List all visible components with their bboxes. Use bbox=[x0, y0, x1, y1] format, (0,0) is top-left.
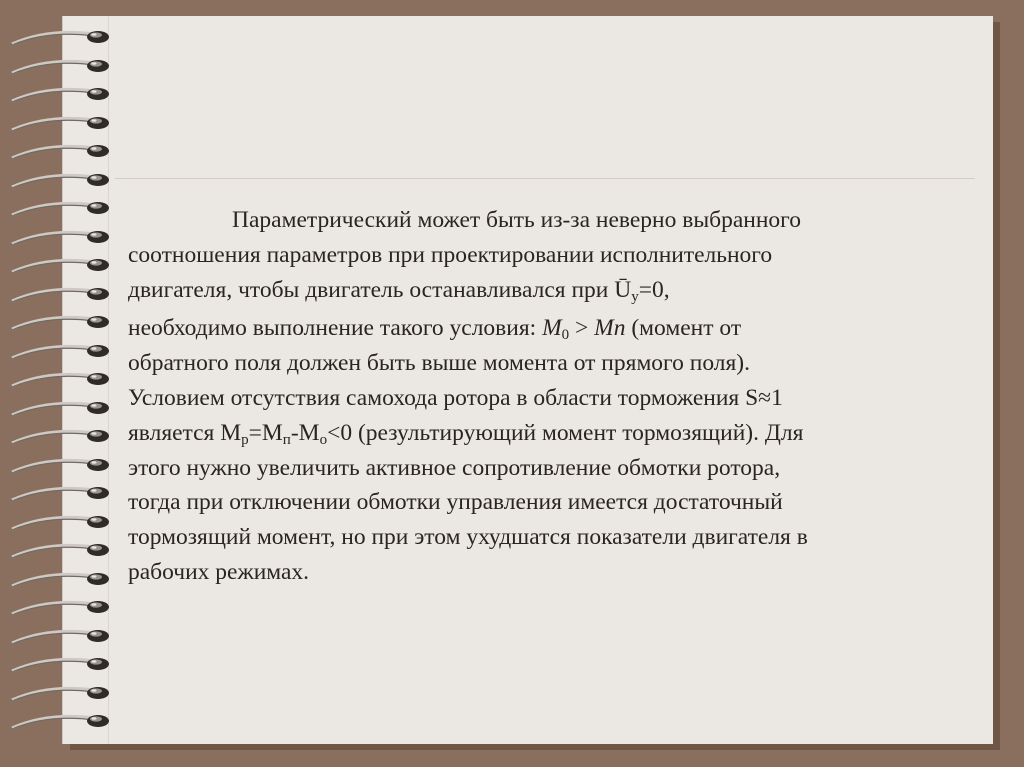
spiral-ring-icon bbox=[8, 224, 118, 250]
text-span: двигателя, чтобы двигатель останавливался при Ū bbox=[128, 276, 632, 303]
spiral-ring-icon bbox=[8, 110, 118, 136]
subscript: 0 bbox=[561, 327, 570, 344]
text-span: соотношения параметров при проектировании исполнительного bbox=[128, 241, 773, 268]
spiral-ring-icon bbox=[8, 167, 118, 193]
text-span: тормозящий момент, но при этом ухудшатся показатели двигателя в bbox=[128, 524, 808, 551]
spiral-ring-icon bbox=[8, 537, 118, 563]
spiral-ring-icon bbox=[8, 566, 118, 592]
spiral-ring-icon bbox=[8, 252, 118, 278]
text-span: =0, bbox=[638, 276, 670, 303]
spiral-ring-icon bbox=[8, 281, 118, 307]
text-line bbox=[128, 346, 968, 381]
subscript: п bbox=[282, 431, 291, 448]
text-line bbox=[128, 238, 968, 273]
text-line bbox=[128, 485, 968, 520]
spiral-ring-icon bbox=[8, 366, 118, 392]
subscript: о bbox=[319, 431, 328, 448]
subscript: у bbox=[631, 288, 639, 305]
spiral-ring-icon bbox=[8, 138, 118, 164]
spiral-ring-icon bbox=[8, 53, 118, 79]
text-span: необходимо выполнение такого условия: bbox=[128, 315, 543, 342]
spiral-ring-icon bbox=[8, 395, 118, 421]
text-span: рабочих режимах. bbox=[128, 558, 310, 585]
spiral-binding-icon bbox=[8, 24, 118, 744]
text-line bbox=[128, 416, 968, 451]
header-divider bbox=[115, 178, 975, 179]
text-span: > bbox=[569, 315, 595, 342]
text-span: (момент от bbox=[625, 315, 742, 342]
spiral-ring-icon bbox=[8, 509, 118, 535]
text-line bbox=[128, 451, 968, 486]
spiral-ring-icon bbox=[8, 309, 118, 335]
text-span: Параметрический может быть из-за неверно выбранного bbox=[232, 207, 801, 233]
subscript: р bbox=[241, 431, 249, 448]
spiral-ring-icon bbox=[8, 623, 118, 649]
math-symbol: Mn bbox=[594, 315, 626, 342]
math-symbol: M bbox=[542, 315, 562, 342]
spiral-ring-icon bbox=[8, 651, 118, 677]
spiral-ring-icon bbox=[8, 708, 118, 734]
text-span: =M bbox=[248, 419, 283, 446]
spiral-ring-icon bbox=[8, 680, 118, 706]
text-line bbox=[128, 311, 968, 346]
spiral-ring-icon bbox=[8, 195, 118, 221]
text-line bbox=[128, 203, 968, 238]
text-span: -M bbox=[290, 419, 320, 446]
text-span: тогда при отключении обмотки управления имеется достаточный bbox=[128, 489, 783, 516]
text-line bbox=[128, 520, 968, 555]
text-span: является M bbox=[128, 419, 242, 446]
text-line bbox=[128, 273, 968, 308]
spiral-ring-icon bbox=[8, 452, 118, 478]
text-span: <0 (результирующий момент тормозящий). Для bbox=[327, 419, 804, 446]
text-span: этого нужно увеличить активное сопротивление обмотки ротора, bbox=[128, 454, 781, 481]
spiral-ring-icon bbox=[8, 81, 118, 107]
text-line bbox=[128, 381, 968, 416]
text-span: Условием отсутствия самохода ротора в области торможения S≈1 bbox=[128, 384, 783, 411]
spiral-ring-icon bbox=[8, 594, 118, 620]
spiral-ring-icon bbox=[8, 24, 118, 50]
text-span: обратного поля должен быть выше момента от прямого поля). bbox=[128, 350, 750, 377]
slide-text bbox=[128, 203, 968, 590]
spiral-ring-icon bbox=[8, 338, 118, 364]
spiral-ring-icon bbox=[8, 480, 118, 506]
spiral-ring-icon bbox=[8, 423, 118, 449]
text-line bbox=[128, 555, 968, 590]
